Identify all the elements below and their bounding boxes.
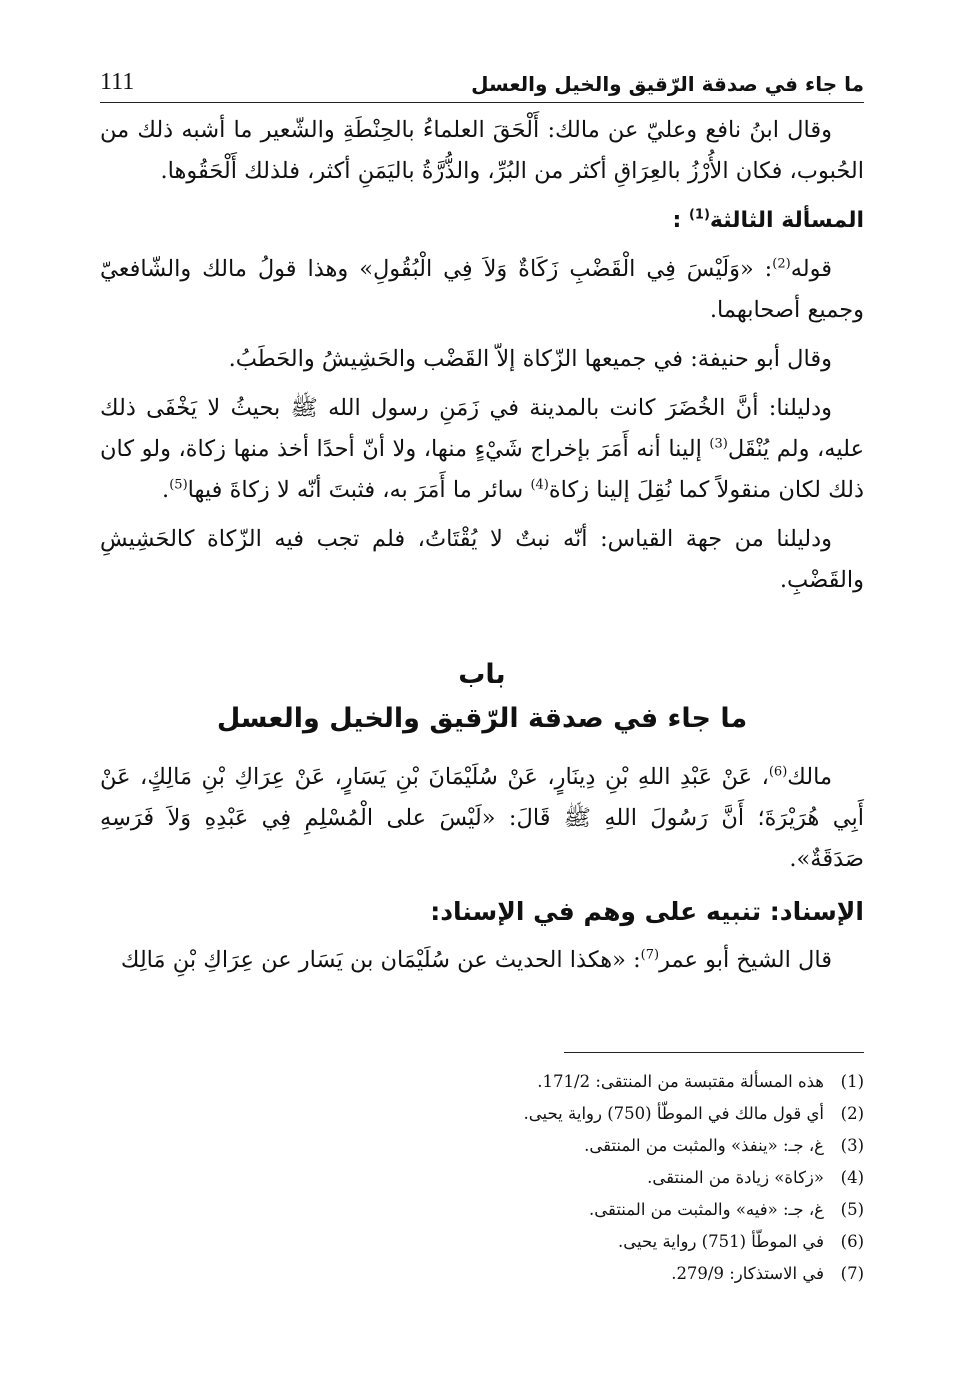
footnote-item xyxy=(100,1258,864,1290)
paragraph-ibn-nafi: وقال ابنُ نافع وعليّ عن مالك: أَلْحَقَ العلماءُ بالحِنْطَةِ والشّعير ما أشبه ذلك من الحُبوب، فكان الأُرْزُ بالعِرَاقِ أكثر من البُرِّ، والذُّرَّةُ باليَمَنِ أكثر، فلذلك أَلْحَقُوها. xyxy=(100,117,864,184)
footnote-item xyxy=(100,1066,864,1098)
page-header xyxy=(100,56,864,103)
chapter-label: باب xyxy=(458,659,506,690)
footnotes xyxy=(100,1066,864,1290)
footnote-number: (5) xyxy=(840,1200,864,1219)
paragraph-dalil xyxy=(100,388,864,511)
footnote-number: (6) xyxy=(840,1232,864,1251)
p4-text-b: إلينا أنه أَمَرَ بإخراج شَيْءٍ منها، ولا أنّ أحدًا أخذ منها زكاة، ولو كان ذلك لكان منقولاً كما نُقِلَ إلينا زكاة xyxy=(100,436,864,503)
footnote-ref-3: (3) xyxy=(709,436,728,452)
hadith-text-a: مالك xyxy=(787,764,832,790)
page-number: 111 xyxy=(100,69,135,95)
footnote-number: (2) xyxy=(840,1104,864,1123)
main-text xyxy=(100,110,864,989)
p4-text-c: سائر ما أَمَرَ به، فثبتَ أنّه لا زكاةَ فيها xyxy=(187,477,531,503)
p2-text-a: قوله xyxy=(790,256,832,282)
masala-heading-text: المسألة الثالثة xyxy=(709,208,864,233)
footnote-ref-1: (1) xyxy=(688,207,710,223)
paragraph-abu-hanifa: وقال أبو حنيفة: في جميعها الزّكاة إلاّ القَضْب والحَشِيشُ والحَطَبُ. xyxy=(228,346,832,372)
footnote-text: غ، جـ: «ينفذ» والمثبت من المنتقى. xyxy=(584,1136,824,1155)
paragraph-abu-umar xyxy=(100,940,864,981)
hadith-text-b: ، عَنْ عَبْدِ اللهِ بْنِ دِينَارٍ، عَنْ سُلَيْمَانَ بْنِ يَسَارٍ، عَنْ عِرَاكِ بْنِ مَالِكٍ، عَنْ أَبِي هُرَيْرَةَ؛ أَنَّ رَسُولَ اللهِ ﷺ قَالَ: «لَيْسَ على الْمُسْلِمِ فِي عَبْدِهِ وَلاَ فَرَسِهِ صَدَقَةٌ». xyxy=(100,764,864,872)
footnote-item xyxy=(100,1162,864,1194)
footnote-text: «زكاة» زيادة من المنتقى. xyxy=(647,1168,824,1187)
footnote-item xyxy=(100,1194,864,1226)
last-text-b: : «هكذا الحديث عن سُلَيْمَان بن يَسَار عن عِرَاكِ بْنِ مَالِك xyxy=(120,947,641,973)
chapter-title: ما جاء في صدقة الرّقيق والخيل والعسل xyxy=(216,703,748,734)
footnote-divider xyxy=(564,1052,864,1053)
masala-heading xyxy=(100,200,864,241)
paragraph-hadith xyxy=(100,757,864,880)
footnote-ref-5: (5) xyxy=(169,477,188,493)
footnote-ref-7: (7) xyxy=(640,947,660,963)
footnote-number: (4) xyxy=(840,1168,864,1187)
footnote-text: في الموطّأ (751) رواية يحيى. xyxy=(617,1232,824,1251)
p4-text-d: . xyxy=(162,477,170,503)
footnote-item xyxy=(100,1226,864,1258)
footnote-text: في الاستذكار: 279/9. xyxy=(671,1264,824,1283)
p4-text-a: ودليلنا: أنَّ الخُضَرَ كانت بالمدينة في زَمَنِ رسول الله ﷺ بحيثُ لا يَخْفَى ذلك عليه، ولم يُنْقَل xyxy=(100,395,864,462)
footnote-ref-2: (2) xyxy=(772,256,791,272)
footnote-item xyxy=(100,1130,864,1162)
footnote-item xyxy=(100,1098,864,1130)
footnote-text: هذه المسألة مقتبسة من المنتقى: 171/2. xyxy=(537,1072,824,1091)
paragraph-qiyas: ودليلنا من جهة القياس: أنّه نبتٌ لا يُقْتَاتُ، فلم تجب فيه الزّكاة كالحَشِيشِ والقَضْبِ. xyxy=(100,526,864,593)
p2-text-b: : «وَلَيْسَ فِي الْقَضْبِ زَكَاةٌ وَلاَ فِي الْبُقُولِ» وهذا قولُ مالك والشّافعيّ وجميع أصحابهما. xyxy=(100,256,864,323)
footnote-ref-6: (6) xyxy=(768,764,788,780)
masala-heading-colon: : xyxy=(672,208,682,233)
paragraph-qawluhu xyxy=(100,249,864,331)
isnad-heading: الإسناد: تنبيه على وهم في الإسناد: xyxy=(430,897,864,926)
footnote-text: غ، جـ: «فيه» والمثبت من المنتقى. xyxy=(588,1200,824,1219)
footnote-number: (3) xyxy=(840,1136,864,1155)
footnote-text: أي قول مالك في الموطّأ (750) رواية يحيى. xyxy=(523,1104,824,1123)
running-title: ما جاء في صدقة الرّقيق والخيل والعسل xyxy=(471,72,864,96)
chapter-heading xyxy=(100,653,864,741)
last-text-a: قال الشيخ أبو عمر xyxy=(659,947,832,973)
footnote-number: (1) xyxy=(840,1072,864,1091)
footnote-ref-4: (4) xyxy=(530,477,549,493)
footnote-number: (7) xyxy=(840,1264,864,1283)
